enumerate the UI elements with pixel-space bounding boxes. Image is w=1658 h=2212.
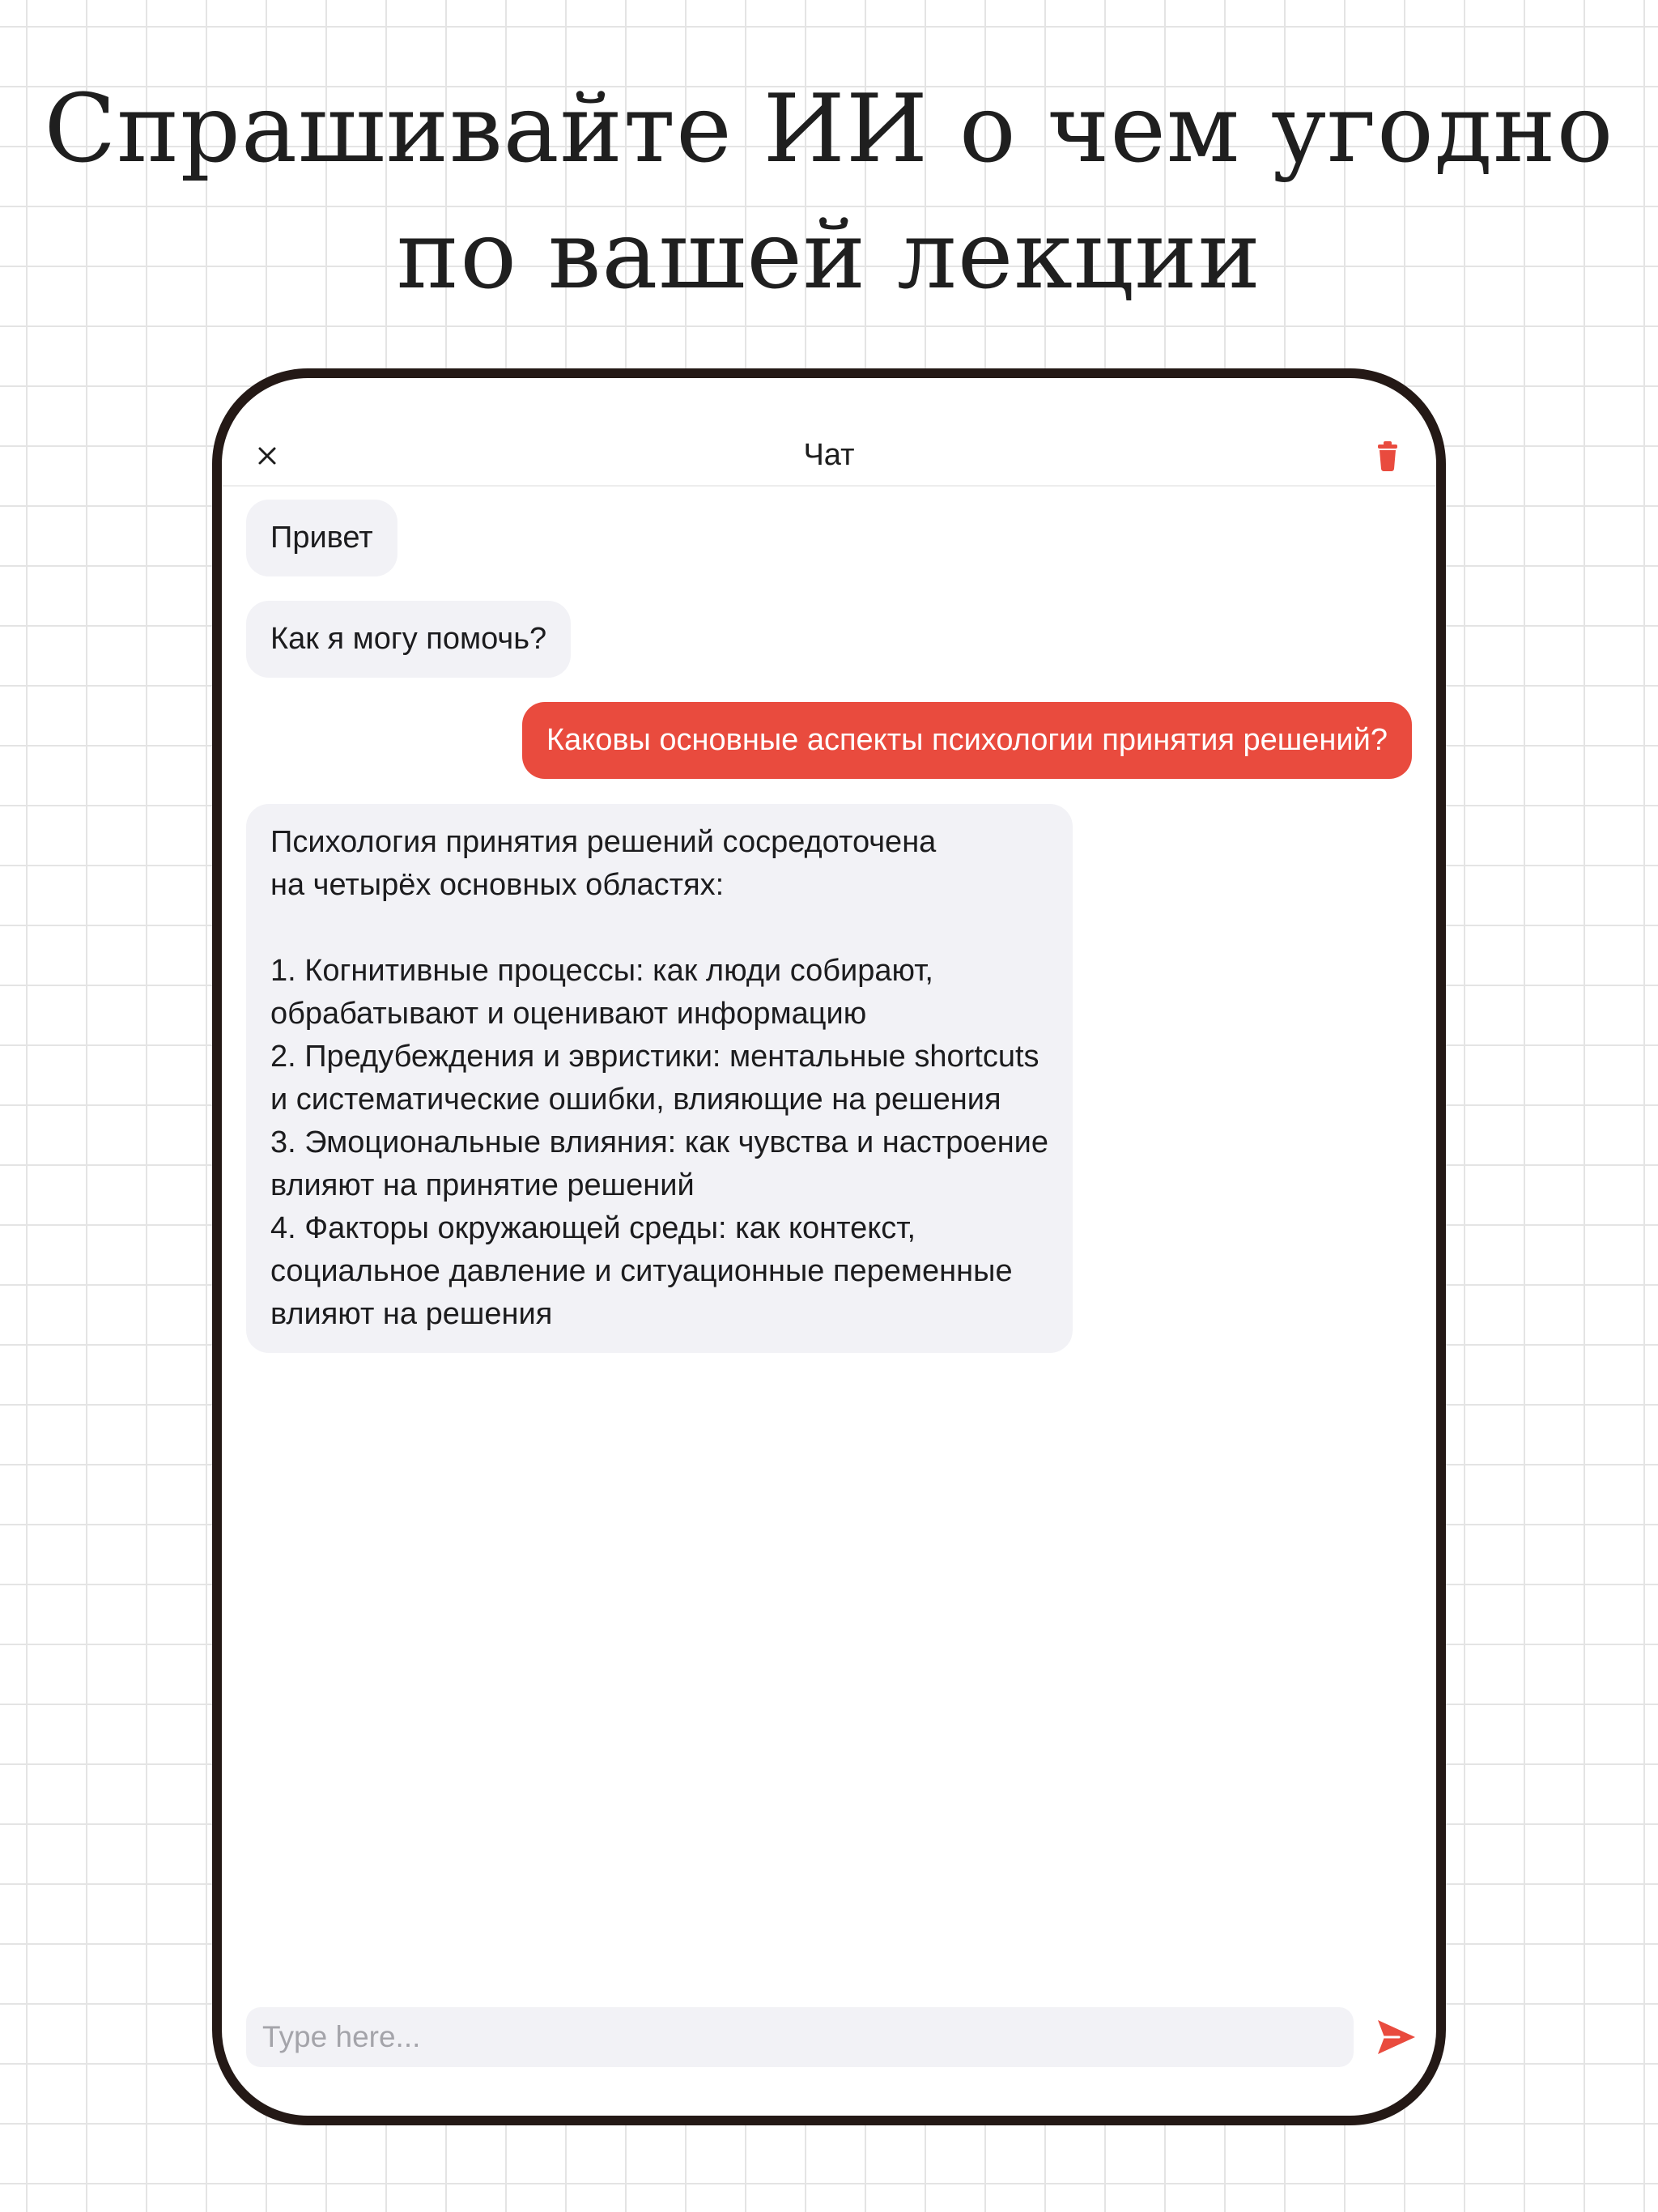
message-user-question: Каковы основные аспекты психологии принятия решений? (522, 702, 1412, 779)
message-assistant-greeting: Привет (246, 500, 397, 576)
message-input[interactable] (246, 2007, 1354, 2067)
headline-line-1: Спрашивайте ИИ о чем угодно (44, 74, 1614, 184)
tablet-frame (212, 368, 1446, 2125)
message-assistant-offer: Как я могу помочь? (246, 601, 571, 678)
headline-line-2: по вашей лекции (396, 201, 1262, 310)
message-assistant-answer: Психология принятия решений сосредоточена на четырёх основных областях: 1. Когнитивные процессы: как люди собирают, обрабатывают и оценивают информацию 2. Предубеждения и эвристики: ментальные shortcuts и систематические ошибки, влияющие на решения 3. Эмоциональные влияния: как чувства и настроение влияют на принятие решений 4. Факторы окружающей среды: как контекст, социальное давление и ситуационные переменные влияют на решения (246, 804, 1073, 1353)
send-icon (1375, 2015, 1418, 2059)
chat-screen (222, 378, 1436, 2116)
chat-title: Чат (803, 438, 855, 472)
trash-icon (1371, 435, 1404, 475)
send-button[interactable] (1375, 2015, 1418, 2059)
delete-chat-button[interactable] (1371, 435, 1404, 475)
headline (0, 66, 1658, 319)
chat-navbar (222, 427, 1436, 487)
